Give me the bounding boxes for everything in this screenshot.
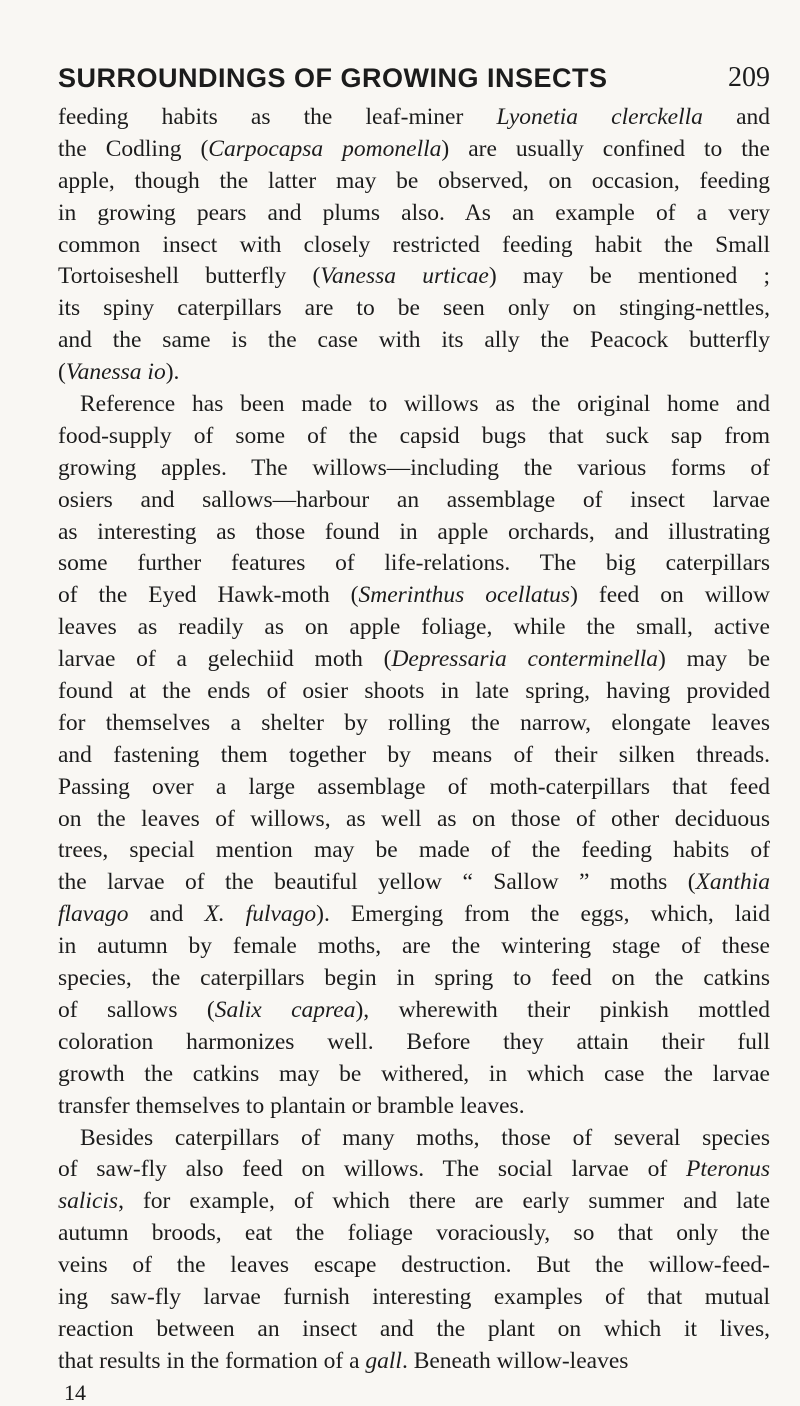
text-line bbox=[58, 676, 770, 708]
text-line bbox=[58, 899, 770, 931]
text-run: . Beneath willow-leaves bbox=[401, 1347, 629, 1374]
text-run: ) may be mentioned ; bbox=[488, 263, 770, 290]
italic-text: Lyonetia clerckella bbox=[496, 104, 703, 130]
text-run: osiers and sallows—harbour an assemblage of insect larvae bbox=[58, 486, 770, 513]
text-line bbox=[58, 102, 770, 134]
text-line bbox=[58, 325, 770, 357]
text-run: ). bbox=[165, 359, 180, 386]
text-line bbox=[58, 772, 770, 804]
text-line bbox=[58, 548, 770, 580]
text-run: for themselves a shelter by rolling the narrow, elongate leaves bbox=[58, 709, 770, 736]
text-line bbox=[58, 230, 770, 262]
text-line bbox=[58, 1091, 770, 1123]
italic-text: Smerinthus ocellatus bbox=[358, 582, 571, 609]
italic-text: Carpocapsa pomonella bbox=[208, 135, 442, 162]
text-run: apple, though the latter may be observed, on occasion, feeding bbox=[58, 167, 770, 194]
body-text bbox=[58, 102, 770, 1378]
text-line bbox=[58, 1186, 770, 1218]
running-head-title: SURROUNDINGS OF GROWING INSECTS bbox=[58, 63, 608, 93]
text-line bbox=[58, 931, 770, 963]
text-run: of the Eyed Hawk-moth ( bbox=[58, 582, 359, 609]
text-line bbox=[58, 1059, 770, 1091]
text-line bbox=[58, 166, 770, 198]
italic-text: Pteronus bbox=[686, 1156, 770, 1183]
text-line bbox=[58, 1250, 770, 1282]
text-run: common insect with closely restricted feeding habit the Small bbox=[58, 231, 770, 258]
italic-text: gall bbox=[365, 1347, 402, 1374]
text-run: coloration harmonizes well. Before they attain their full bbox=[58, 1028, 770, 1055]
text-run: autumn broods, eat the foliage voraciously, so that only the bbox=[58, 1220, 770, 1247]
text-run: that results in the formation of a bbox=[58, 1347, 366, 1374]
text-run: , for example, of which there are early summer and late bbox=[118, 1188, 770, 1215]
text-run: ) may be bbox=[658, 646, 770, 673]
text-run: Besides caterpillars of many moths, those of several species bbox=[80, 1124, 770, 1151]
text-run: food-supply of some of the capsid bugs that suck sap from bbox=[58, 422, 770, 449]
text-run: in growing pears and plums also. As an example of a very bbox=[58, 199, 770, 226]
text-line bbox=[58, 867, 770, 899]
signature-mark: 14 bbox=[64, 1379, 86, 1405]
text-line bbox=[58, 198, 770, 230]
text-line bbox=[58, 134, 770, 166]
text-run: ) are usually confined to the bbox=[441, 135, 770, 162]
page-number: 209 bbox=[728, 62, 770, 93]
text-line bbox=[58, 708, 770, 740]
text-run: and bbox=[702, 104, 770, 130]
text-run: and the same is the case with its ally the Peacock butterfly bbox=[58, 327, 770, 354]
text-run: and bbox=[128, 901, 205, 928]
text-run: ) feed on willow bbox=[570, 582, 770, 609]
text-line bbox=[58, 1154, 770, 1186]
text-run: as interesting as those found in apple orchards, and illustrating bbox=[58, 518, 770, 545]
text-run: ( bbox=[58, 359, 66, 386]
text-line bbox=[58, 804, 770, 836]
text-run: feeding habits as the leaf-miner bbox=[58, 104, 497, 130]
text-run: the Codling ( bbox=[58, 135, 209, 162]
text-line bbox=[58, 1346, 770, 1378]
text-line bbox=[58, 485, 770, 517]
text-run: species, the caterpillars begin in spring to feed on the catkins bbox=[58, 965, 770, 992]
text-run: found at the ends of osier shoots in late spring, having provided bbox=[58, 678, 770, 705]
text-line bbox=[58, 261, 770, 293]
text-run: Tortoiseshell butterfly ( bbox=[58, 263, 321, 290]
italic-text: Depressaria conterminella bbox=[391, 646, 659, 673]
text-line bbox=[58, 1314, 770, 1346]
text-line bbox=[58, 612, 770, 644]
text-run: ). Emerging from the eggs, which, laid bbox=[316, 901, 770, 928]
text-line bbox=[58, 1027, 770, 1059]
text-line bbox=[58, 453, 770, 485]
text-run: its spiny caterpillars are to be seen only on stinging-nettles, bbox=[58, 295, 770, 322]
text-line bbox=[58, 293, 770, 325]
text-run: of sallows ( bbox=[58, 996, 215, 1023]
text-line bbox=[58, 1123, 770, 1155]
text-run: the larvae of the beautiful yellow “ Sallow ” moths ( bbox=[58, 869, 696, 896]
text-run: of saw-fly also feed on willows. The social larvae of bbox=[58, 1156, 687, 1183]
italic-text: Vanessa io bbox=[65, 359, 166, 386]
text-run: on the leaves of willows, as well as on those of other deciduous bbox=[58, 805, 770, 832]
italic-text: Salix caprea bbox=[214, 996, 356, 1023]
text-line bbox=[58, 580, 770, 612]
text-line bbox=[58, 389, 770, 421]
text-line bbox=[58, 963, 770, 995]
text-line bbox=[58, 421, 770, 453]
text-line bbox=[58, 1282, 770, 1314]
running-head bbox=[58, 58, 770, 98]
text-line bbox=[58, 357, 770, 389]
text-line bbox=[58, 995, 770, 1027]
italic-text: Xanthia bbox=[695, 869, 770, 896]
text-run: growth the catkins may be withered, in which case the larvae bbox=[58, 1060, 770, 1087]
text-run: reaction between an insect and the plant on which it lives, bbox=[58, 1315, 770, 1342]
text-line bbox=[58, 1218, 770, 1250]
text-line bbox=[58, 517, 770, 549]
text-run: growing apples. The willows—including the various forms of bbox=[58, 454, 770, 481]
text-run: in autumn by female moths, are the wintering stage of these bbox=[58, 933, 770, 960]
text-run: veins of the leaves escape destruction. But the willow-feed- bbox=[58, 1252, 770, 1279]
text-run: ing saw-fly larvae furnish interesting examples of that mutual bbox=[58, 1283, 770, 1310]
text-run: leaves as readily as on apple foliage, while the small, active bbox=[58, 614, 770, 641]
text-run: Passing over a large assemblage of moth-caterpillars that feed bbox=[58, 773, 770, 800]
italic-text: salicis bbox=[58, 1188, 119, 1215]
text-run: Reference has been made to willows as the original home and bbox=[80, 391, 770, 418]
book-page bbox=[58, 58, 770, 1406]
text-run: trees, special mention may be made of the feeding habits of bbox=[58, 837, 770, 864]
italic-text: flavago bbox=[58, 901, 129, 928]
text-run: and fastening them together by means of their silken threads. bbox=[58, 741, 770, 768]
text-run: transfer themselves to plantain or bramble leaves. bbox=[58, 1092, 525, 1119]
text-run: ), wherewith their pinkish mottled bbox=[355, 996, 770, 1023]
text-line bbox=[58, 835, 770, 867]
text-run: larvae of a gelechiid moth ( bbox=[58, 646, 392, 673]
italic-text: X. fulvago bbox=[204, 901, 317, 928]
text-line bbox=[58, 644, 770, 676]
text-line bbox=[58, 740, 770, 772]
italic-text: Vanessa urticae bbox=[320, 263, 489, 290]
text-run: some further features of life-relations. The big caterpillars bbox=[58, 550, 770, 577]
